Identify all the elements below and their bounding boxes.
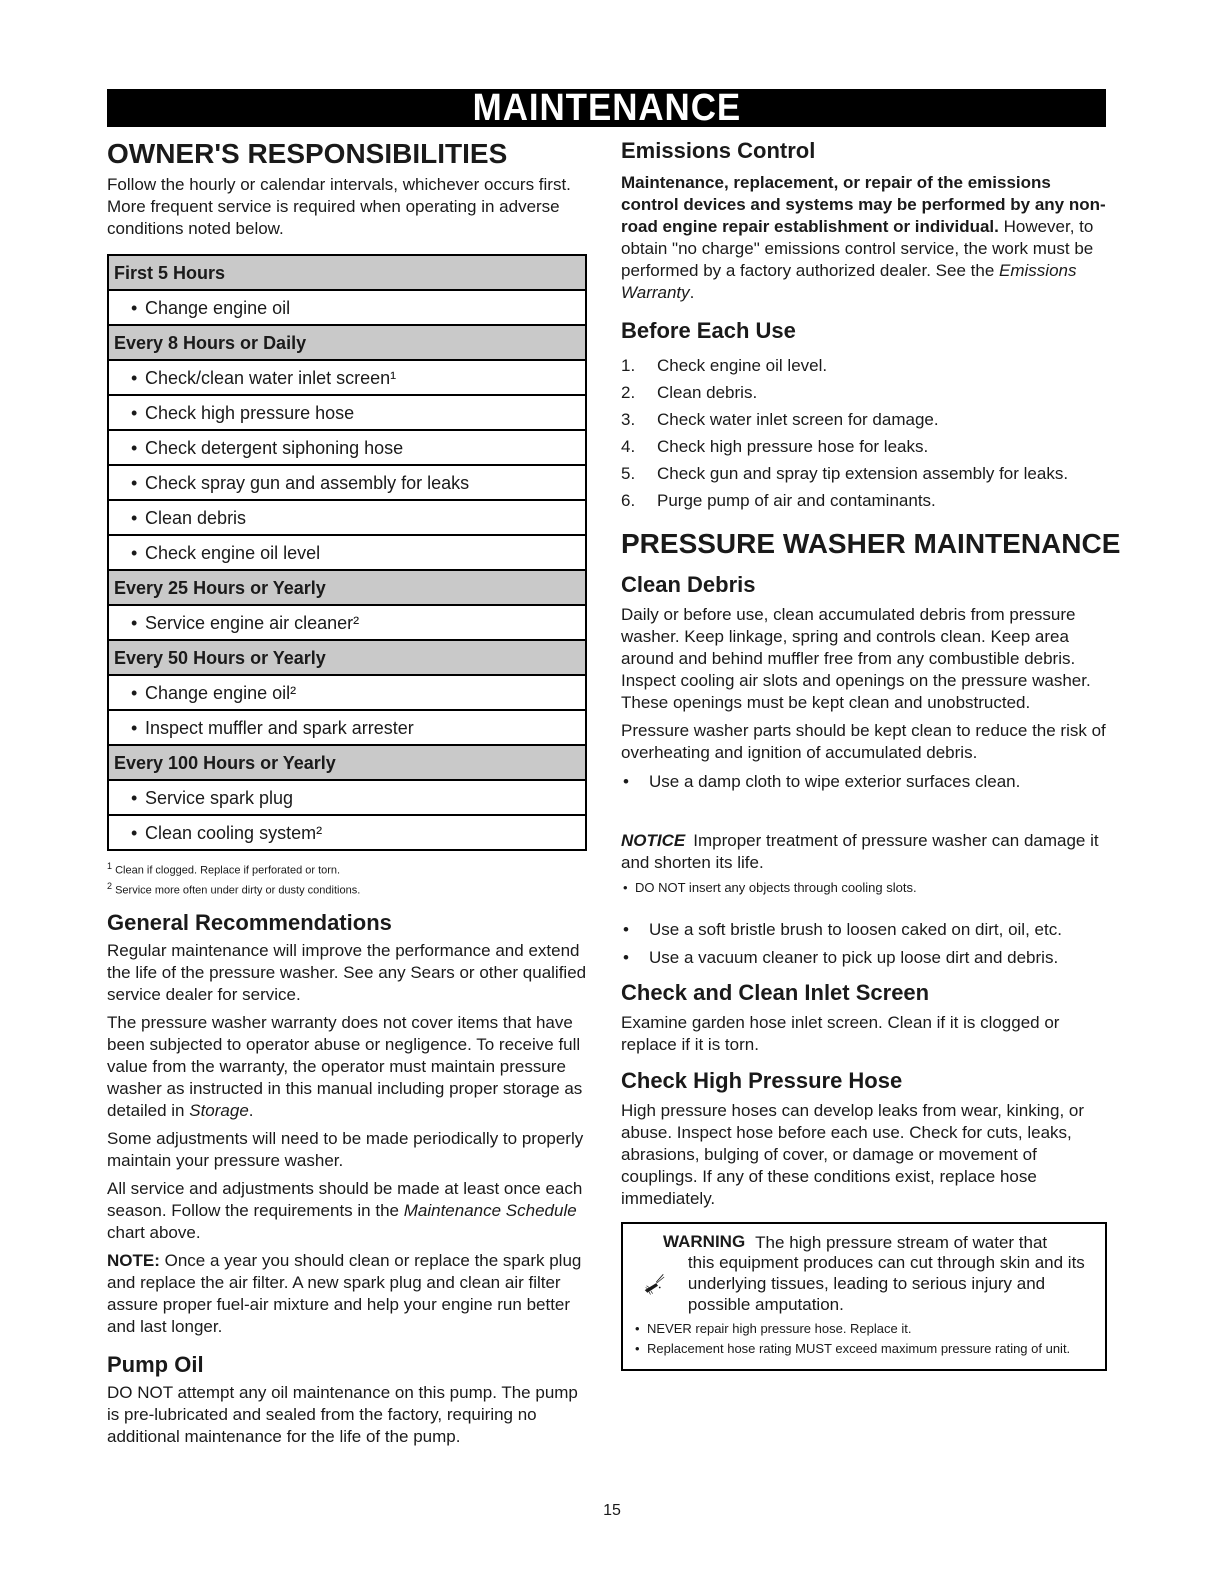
schedule-task-row: [108, 360, 586, 395]
schedule-task-row: [108, 710, 586, 745]
footnote-1: $^1$ Clean if clogged. Replace if perforated or torn.: [107, 861, 341, 877]
schedule-interval-label: Every 8 Hours or Daily: [108, 325, 586, 360]
bullet-icon: •: [131, 822, 138, 843]
schedule-interval-header: [108, 570, 586, 605]
bullet-icon: •: [131, 472, 138, 493]
bullet-icon: •: [131, 612, 138, 633]
before-steps: [621, 352, 1107, 514]
banner-title: MAINTENANCE: [472, 87, 741, 129]
maintenance-schedule-table: [107, 254, 587, 851]
left-column: [107, 138, 587, 1448]
before-step: 6. Purge pump of air and contaminants.: [621, 491, 936, 510]
schedule-interval-label: Every 25 Hours or Yearly: [108, 570, 586, 605]
warning-box: [621, 1222, 1107, 1371]
schedule-task-row: [108, 780, 586, 815]
schedule-task-label: Check/clean water inlet screen¹: [145, 367, 397, 388]
schedule-task-label: Check spray gun and assembly for leaks: [145, 472, 470, 493]
schedule-task-row: [108, 675, 586, 710]
schedule-interval-label: Every 50 Hours or Yearly: [108, 640, 586, 675]
pump-text: DO NOT attempt any oil maintenance on this pump. The pump is pre-lubricated and sealed from the factory, requiring no additional maintenance for the life of the pump.: [107, 1383, 578, 1447]
schedule-interval-header: [108, 640, 586, 675]
schedule-task-row: [108, 395, 586, 430]
schedule-task-label: Check engine oil level: [145, 542, 321, 563]
bullet-icon: •: [131, 437, 138, 458]
before-step: 2. Clean debris.: [621, 383, 758, 402]
schedule-task-label: Check high pressure hose: [145, 402, 355, 423]
before-step: 3. Check water inlet screen for damage.: [621, 410, 939, 429]
clean-bullets-2: [621, 916, 1107, 972]
emissions-title: Emissions Control: [621, 138, 816, 163]
before-title: Before Each Use: [621, 318, 796, 343]
owners-title: OWNER'S RESPONSIBILITIES: [107, 138, 508, 169]
schedule-task-row: [108, 500, 586, 535]
page-number: 15: [603, 1502, 621, 1519]
notice-block: [621, 830, 1107, 898]
pwm-title: PRESSURE WASHER MAINTENANCE: [621, 528, 1121, 559]
warning-line1: The high pressure stream of water that: [755, 1233, 1048, 1252]
hose-text: High pressure hoses can develop leaks from wear, kinking, or abuse. Inspect hose before each use. Check for cuts, leaks, abrasions, bulging of cover, or damage or movement of couplings. If any of these conditions exist, replace hose immediately.: [621, 1101, 1085, 1208]
schedule-task-row: [108, 290, 586, 325]
schedule-task-label: Clean cooling system²: [145, 822, 323, 843]
clean-bullet-damp-cloth: • Use a damp cloth to wipe exterior surfaces clean.: [621, 768, 1107, 796]
general-p3: Some adjustments will need to be made periodically to properly maintain your pressure washer.: [107, 1129, 584, 1171]
before-step: 5. Check gun and spray tip extension assembly for leaks.: [621, 464, 1069, 483]
bullet-icon: •: [131, 297, 138, 318]
bullet-icon: •: [131, 367, 138, 388]
schedule-task-label: Inspect muffler and spark arrester: [145, 717, 414, 738]
clean-bullet-vacuum: • Use a vacuum cleaner to pick up loose dirt and debris.: [621, 944, 1107, 972]
right-column: [621, 138, 1121, 1371]
schedule-task-row: [108, 465, 586, 500]
schedule-task-row: [108, 430, 586, 465]
inlet-title: Check and Clean Inlet Screen: [621, 980, 930, 1005]
bullet-icon: •: [131, 542, 138, 563]
schedule-task-row: [108, 815, 586, 850]
schedule-task-label: Change engine oil: [145, 297, 291, 318]
clean-p1: Daily or before use, clean accumulated debris from pressure washer. Keep linkage, spring and controls clean. Keep area around and behind muffler free from any combustible debris. Inspect cooling air slots and openings on the pressure washer. These openings must be kept clean and unobstructed.: [621, 605, 1091, 712]
schedule-task-label: Service spark plug: [145, 787, 294, 808]
before-step: 1. Check engine oil level.: [621, 356, 828, 375]
emissions-text: Maintenance, replacement, or repair of the emissions control devices and systems may be performed by any non-road engine repair establishment or individual. However, to obtain "no charge" emissions control service, the work must be performed by a factory authorized dealer. See the Emissions Warranty.: [621, 173, 1106, 302]
warning-bullet-never-repair: • NEVER repair high pressure hose. Replace it.: [633, 1319, 1093, 1339]
schedule-interval-header: [108, 325, 586, 360]
general-title: General Recommendations: [107, 910, 392, 936]
schedule-interval-label: Every 100 Hours or Yearly: [108, 745, 586, 780]
schedule-task-label: Clean debris: [145, 507, 247, 528]
clean-p2: Pressure washer parts should be kept clean to reduce the risk of overheating and ignition of accumulated debris.: [621, 721, 1106, 762]
schedule-interval-header: [108, 745, 586, 780]
footnote-2: $^2$ Service more often under dirty or dusty conditions.: [107, 880, 361, 897]
owners-intro: Follow the hourly or calendar intervals, whichever occurs first. More frequent service is required when operating in adverse conditions noted below.: [107, 175, 571, 238]
warning-rest: this equipment produces can cut through skin and its underlying tissues, leading to serious injury and possible amputation.: [687, 1253, 1085, 1314]
clean-bullet-brush: • Use a soft bristle brush to loosen caked on dirt, oil, etc.: [621, 916, 1107, 944]
schedule-task-row: [108, 535, 586, 570]
notice-text: NOTICE Improper treatment of pressure washer can damage it and shorten its life.: [621, 831, 1099, 872]
schedule-task-row: [108, 605, 586, 640]
clean-title: Clean Debris: [621, 572, 756, 597]
inlet-text: Examine garden hose inlet screen. Clean if it is clogged or replace if it is torn.: [621, 1013, 1060, 1054]
before-step: 4. Check high pressure hose for leaks.: [621, 437, 929, 456]
general-note: NOTE: Once a year you should clean or replace the spark plug and replace the air filter. A new spark plug and clean air filter assure proper fuel-air mixture and help your engine run better and last longer.: [107, 1251, 582, 1337]
warning-word: WARNING: [663, 1232, 746, 1251]
bullet-icon: •: [131, 402, 138, 423]
general-p2: The pressure washer warranty does not cover items that have been subjected to operator abuse or negligence. To receive full value from the warranty, the operator must maintain pressure washer as instructed in this manual including proper storage as detailed in Storage.: [107, 1013, 583, 1121]
schedule-task-label: Service engine air cleaner²: [145, 612, 360, 633]
bullet-icon: •: [131, 717, 138, 738]
bullet-icon: •: [131, 507, 138, 528]
notice-bullet: • DO NOT insert any objects through cooling slots.: [621, 878, 1107, 898]
warning-bullet-rating: • Replacement hose rating MUST exceed maximum pressure rating of unit.: [633, 1339, 1093, 1359]
pump-title: Pump Oil: [107, 1352, 204, 1378]
section-banner: [107, 89, 1106, 127]
schedule-interval-label: First 5 Hours: [108, 255, 586, 290]
hose-title: Check High Pressure Hose: [621, 1068, 903, 1093]
notice-word: NOTICE: [621, 831, 686, 850]
bullet-icon: •: [131, 787, 138, 808]
bullet-icon: •: [131, 682, 138, 703]
general-p1: Regular maintenance will improve the performance and extend the life of the pressure washer. See any Sears or other qualified service dealer for service.: [107, 941, 587, 1005]
clean-bullets-1: [621, 768, 1107, 796]
high-pressure-spray-icon: [643, 1258, 666, 1310]
schedule-task-label: Check detergent siphoning hose: [145, 437, 404, 458]
general-p4: All service and adjustments should be made at least once each season. Follow the requirements in the Maintenance Schedule chart above.: [107, 1179, 583, 1243]
footnotes: [107, 859, 587, 898]
schedule-task-label: Change engine oil²: [145, 682, 297, 703]
schedule-interval-header: [108, 255, 586, 290]
